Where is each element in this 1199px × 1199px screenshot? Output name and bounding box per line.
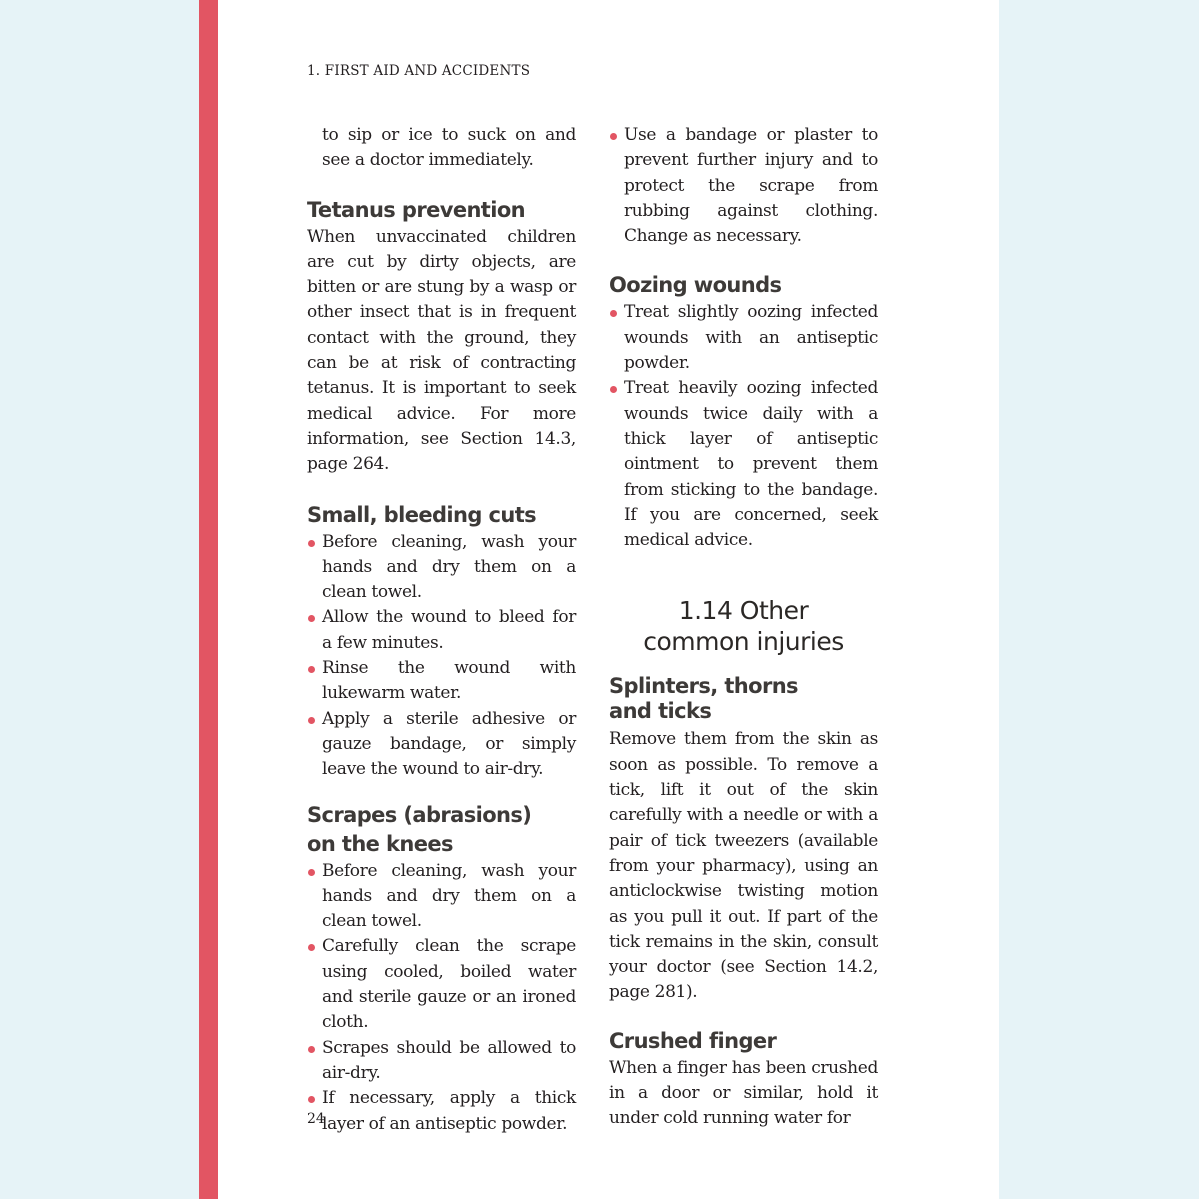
heading-line: and ticks <box>609 699 712 724</box>
chapter-color-bar <box>199 0 218 1199</box>
cuts-list <box>307 530 576 783</box>
tetanus-paragraph: When unvaccinated children are cut by dirty objects, are bitten or are stung by a wasp or other insect that is in frequent contact with the ground, they can be at risk of contracting tetanus. It is important to seek medical advice. For more information, see Section 14.3, page 264. <box>307 226 576 475</box>
list-item: Before cleaning, wash your hands and dry them on a clean towel. <box>307 859 576 935</box>
list-item: Treat slightly oozing infected wounds with an antiseptic powder. <box>609 300 878 376</box>
section-title-line: common injuries <box>643 627 844 657</box>
heading-small-bleeding-cuts: Small, bleeding cuts <box>307 502 537 527</box>
scrapes-list <box>307 859 576 1137</box>
crushed-finger-paragraph: When a finger has been crushed in a door or similar, hold it under cold running water for <box>609 1057 878 1129</box>
page-number: 24 <box>307 1111 325 1127</box>
heading-line: Scrapes (abrasions) <box>307 802 532 827</box>
running-head: 1. FIRST AID AND ACCIDENTS <box>307 63 531 79</box>
section-title-line: 1.14 Other <box>678 596 809 626</box>
heading-oozing-wounds: Oozing wounds <box>609 273 782 298</box>
section-title <box>609 595 878 657</box>
continued-paragraph: to sip or ice to suck on and see a doctor immediately. <box>322 125 576 171</box>
list-item: Apply a sterile adhesive or gauze bandage, or simply leave the wound to air-dry. <box>307 707 576 783</box>
list-item: Use a bandage or plaster to prevent further injury and to protect the scrape from rubbing against clothing. Change as necessary. <box>609 123 878 249</box>
list-item: Treat heavily oozing infected wounds twice daily with a thick layer of antiseptic ointment to prevent them from sticking to the bandage. If you are concerned, seek medical advice. <box>609 376 878 553</box>
heading-scrapes <box>307 801 576 859</box>
list-item: If necessary, apply a thick layer of an antiseptic powder. <box>307 1086 576 1137</box>
right-column <box>609 123 878 1132</box>
left-column <box>307 123 576 1137</box>
heading-tetanus-prevention: Tetanus prevention <box>307 197 526 222</box>
list-item: Rinse the wound with lukewarm water. <box>307 656 576 707</box>
list-item: Scrapes should be allowed to air-dry. <box>307 1036 576 1087</box>
list-item: Carefully clean the scrape using cooled, boiled water and sterile gauze or an ironed cloth. <box>307 934 576 1035</box>
list-item: Allow the wound to bleed for a few minutes. <box>307 605 576 656</box>
splinters-paragraph: Remove them from the skin as soon as possible. To remove a tick, lift it out of the skin carefully with a needle or with a pair of tick tweezers (available from your pharmacy), using an anticlockwise twisting motion as you pull it out. If part of the tick remains in the skin, consult your doctor (see Section 14.2, page 281). <box>609 729 878 1003</box>
heading-line: Splinters, thorns <box>609 674 798 699</box>
oozing-list <box>609 300 878 553</box>
heading-splinters <box>609 674 878 724</box>
bandage-list <box>609 123 878 249</box>
heading-crushed-finger: Crushed finger <box>609 1028 777 1053</box>
heading-line: on the knees <box>307 831 453 856</box>
list-item: Before cleaning, wash your hands and dry them on a clean towel. <box>307 530 576 606</box>
